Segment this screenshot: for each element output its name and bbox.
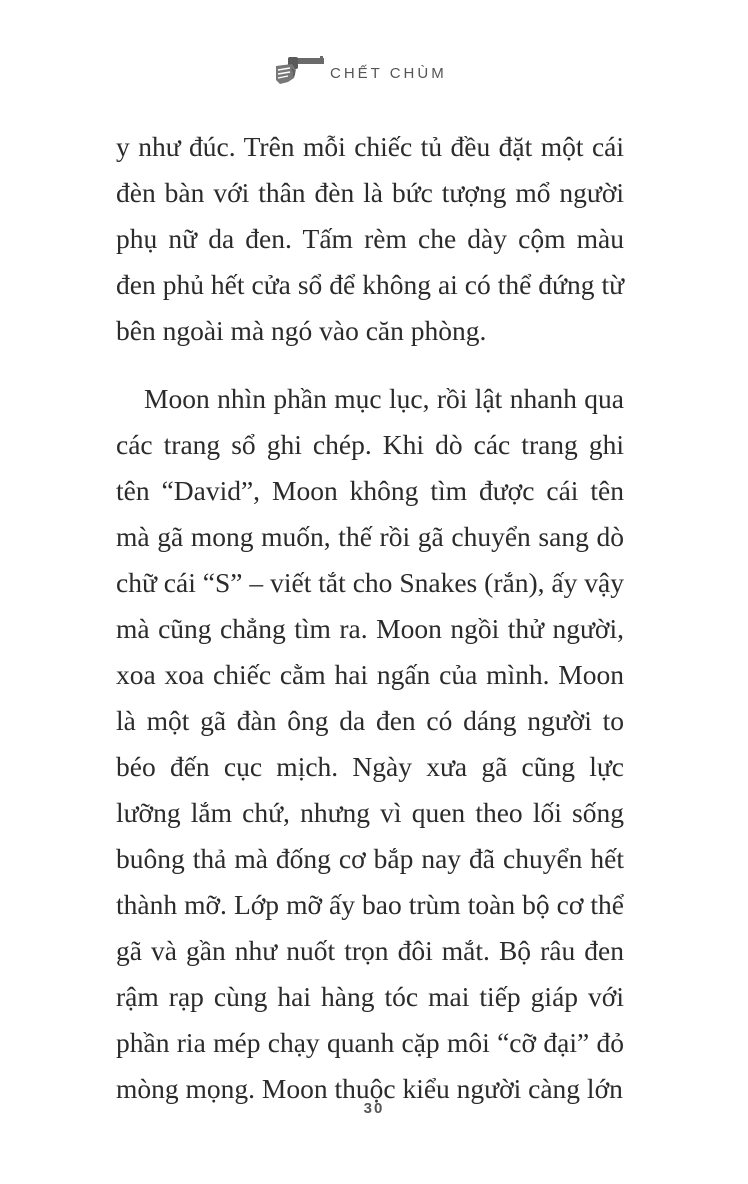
paragraph: Moon nhìn phần mục lục, rồi lật nhanh qua các trang sổ ghi chép. Khi dò các trang ghi tên “David”, Moon không tìm được cái tên mà gã mong muốn, thế rồi gã chuyển sang dò chữ cái “S” – viết tắt cho Snakes (rắn), ấy vậy mà cũng chẳng tìm ra. Moon ngồi thử người, xoa xoa chiếc cằm hai ngấn của mình. Moon là một gã đàn ông da đen có dáng người to béo đến cục mịch. Ngày xưa gã cũng lực lưỡng lắm chứ, nhưng vì quen theo lối sống buông thả mà đống cơ bắp nay đã chuyển hết thành mỡ. Lớp mỡ ấy bao trùm toàn bộ cơ thể gã và gần như nuốt trọn đôi mắt. Bộ râu đen rậm rạp cùng hai hàng tóc mai tiếp giáp với phần ria mép chạy quanh cặp môi “cỡ đại” đỏ mòng mọng. Moon thuộc kiểu người càng lớn xyxy=(116,383,624,1104)
revolver-in-hand-icon xyxy=(274,52,326,88)
page-number: 30 xyxy=(363,1100,385,1117)
running-title: CHẾT CHÙM xyxy=(330,65,447,82)
body-text xyxy=(116,124,624,1112)
running-header xyxy=(0,52,748,92)
paragraph: y như đúc. Trên mỗi chiếc tủ đều đặt một cái đèn bàn với thân đèn là bức tượng mổ người phụ nữ da đen. Tấm rèm che dày cộm màu đen phủ hết cửa sổ để không ai có thể đứng từ bên ngoài mà ngó vào căn phòng. xyxy=(116,131,624,346)
